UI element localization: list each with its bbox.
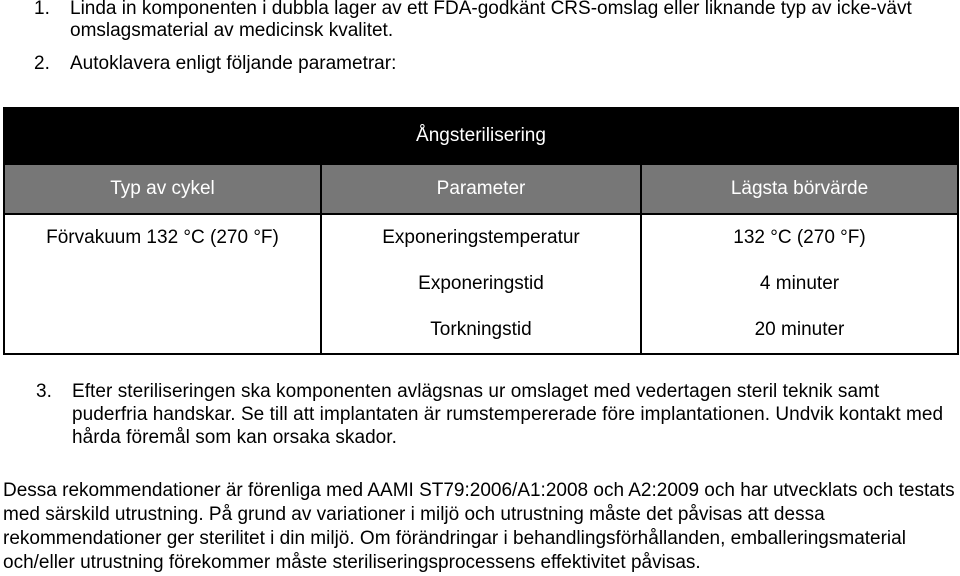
value-cell: 132 °C (270 °F) (641, 214, 958, 261)
table-title: Ångsterilisering (4, 108, 958, 164)
parameter-cell: Exponeringstid (321, 261, 641, 307)
parameter-cell: Torkningstid (321, 307, 641, 354)
step-number: 1. (34, 0, 50, 19)
step-text: Efter steriliseringen ska komponenten avlägsnas ur omslaget med vedertagen steril teknik samt puderfria handskar. Se till att implantaten är rumstempererade före implantationen. Undvik kontakt med hårda föremål som kan orsaka skador. (72, 381, 944, 448)
value-cell: 4 minuter (641, 261, 958, 307)
value-cell: 20 minuter (641, 307, 958, 354)
step-number: 2. (34, 53, 50, 74)
cycle-cell: Förvakuum 132 °C (270 °F) (4, 214, 321, 354)
sterilization-table (3, 107, 959, 355)
compliance-paragraph: Dessa rekommendationer är förenliga med AAMI ST79:2006/A1:2008 och A2:2009 och har utvecklats och testats med särskild utrustning. På grund av variationer i miljö och utrustning måste det påvisas att dessa rekommendationer ger sterilitet i din miljö. Om förändringar i behandlingsförhållanden, emballeringsmaterial och/eller utrustning förekommer måste steriliseringsprocessens effektivitet påvisas. (3, 480, 955, 573)
step-number: 3. (36, 381, 52, 402)
parameter-cell: Exponeringstemperatur (321, 214, 641, 261)
column-header-cycle: Typ av cykel (4, 164, 321, 214)
column-header-parameter: Parameter (321, 164, 641, 214)
step-text: Linda in komponenten i dubbla lager av ett FDA-godkänt CRS-omslag eller liknande typ av icke-vävt omslagsmaterial av medicinsk kvalitet. (70, 0, 912, 41)
step-text: Autoklavera enligt följande parametrar: (70, 53, 397, 74)
column-header-value: Lägsta börvärde (641, 164, 958, 214)
